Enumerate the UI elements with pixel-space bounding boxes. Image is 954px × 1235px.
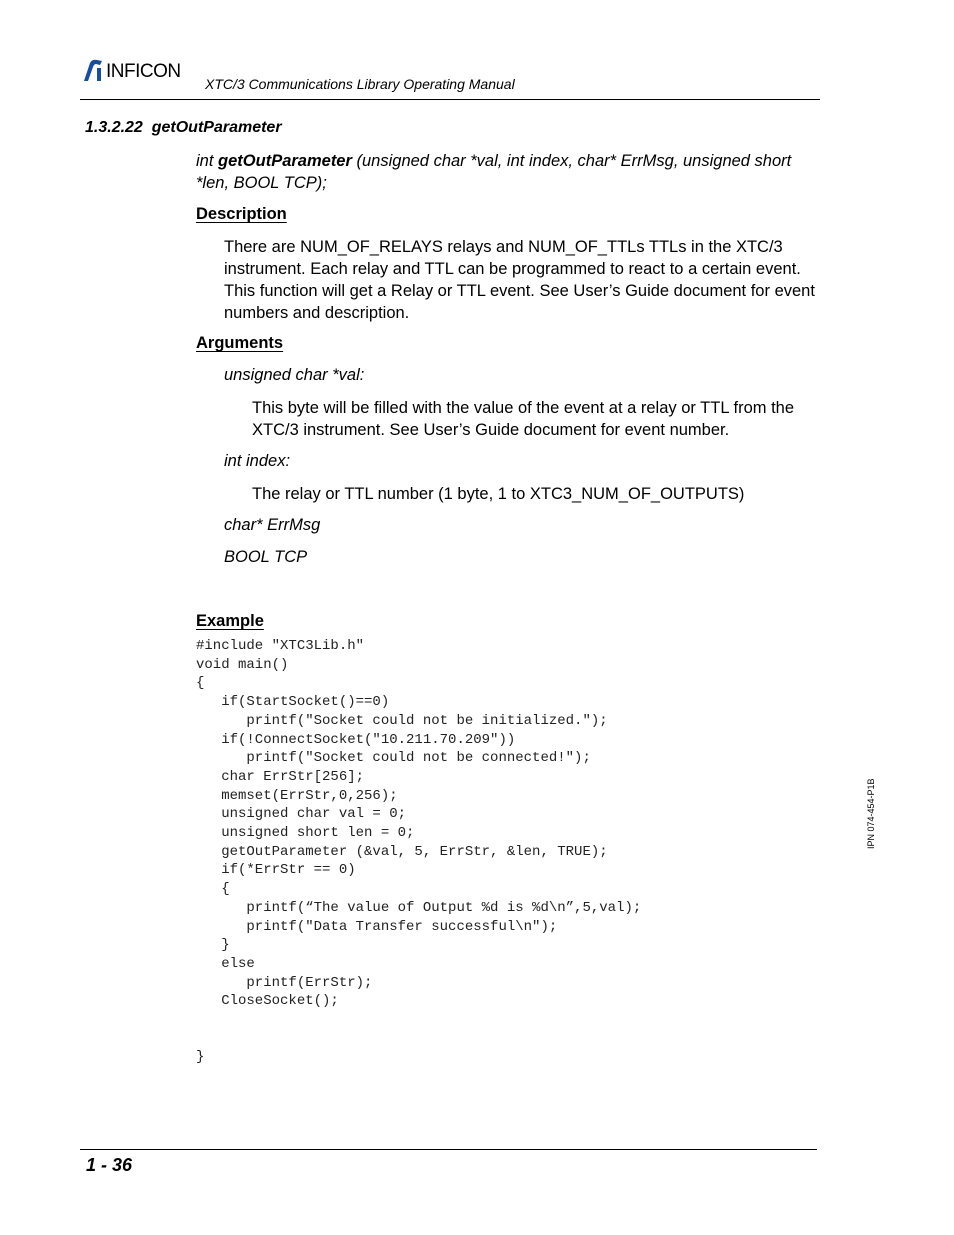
inficon-logo-icon [82, 59, 104, 82]
document-part-number: IPN 074-454-P1B [866, 778, 876, 849]
footer-divider [80, 1149, 817, 1150]
function-signature [196, 150, 816, 194]
argument-description: This byte will be filled with the value of the event at a relay or TTL from the XTC/3 instrument. See User’s Guide document for event number. [252, 399, 795, 439]
section-number: 1.3.2.22 [85, 119, 143, 136]
description-text: There are NUM_OF_RELAYS relays and NUM_OF_TTLs TTLs in the XTC/3 instrument. Each relay and TTL can be programmed to react to a certain event. This function will get a Relay or TTL event. See User’s Guide document for event numbers and description. [224, 238, 815, 322]
argument-name: BOOL TCP [224, 548, 308, 566]
return-type: int [196, 152, 214, 170]
argument-name: int index: [224, 452, 291, 470]
example-heading: Example [196, 612, 264, 630]
header-divider [80, 99, 820, 100]
section-heading [85, 119, 282, 137]
description-heading: Description [196, 205, 287, 223]
argument-name: unsigned char *val: [224, 366, 365, 384]
arguments-heading: Arguments [196, 334, 284, 352]
section-title: getOutParameter [151, 119, 282, 136]
logo-text: INFICON [106, 61, 181, 82]
page-number: 1 - 36 [86, 1155, 133, 1175]
argument-name: char* ErrMsg [224, 516, 321, 534]
manual-title: XTC/3 Communications Library Operating Manual [205, 76, 515, 92]
example-code-block: #include "XTC3Lib.h" void main() { if(StartSocket()==0) printf("Socket could not be initialized."); if(!ConnectSocket("10.211.70.209")) printf("Socket could not be connected!"); char ErrStr[256]; memset(ErrStr,0,256); unsigned char val = 0; unsigned short len = 0; getOutParameter (&val, 5, ErrStr, &len, TRUE); if(*ErrStr == 0) { printf(“The value of Output %d is %d\n”,5,val); printf("Data Transfer successful\n"); } else printf(ErrStr); CloseSocket(); } [196, 638, 642, 1066]
function-params: (unsigned char *val, int index, char* ErrMsg, unsigned short *len, BOOL TCP); [196, 152, 792, 192]
argument-description: The relay or TTL number (1 byte, 1 to XTC3_NUM_OF_OUTPUTS) [252, 485, 745, 503]
function-name: getOutParameter [218, 152, 352, 170]
